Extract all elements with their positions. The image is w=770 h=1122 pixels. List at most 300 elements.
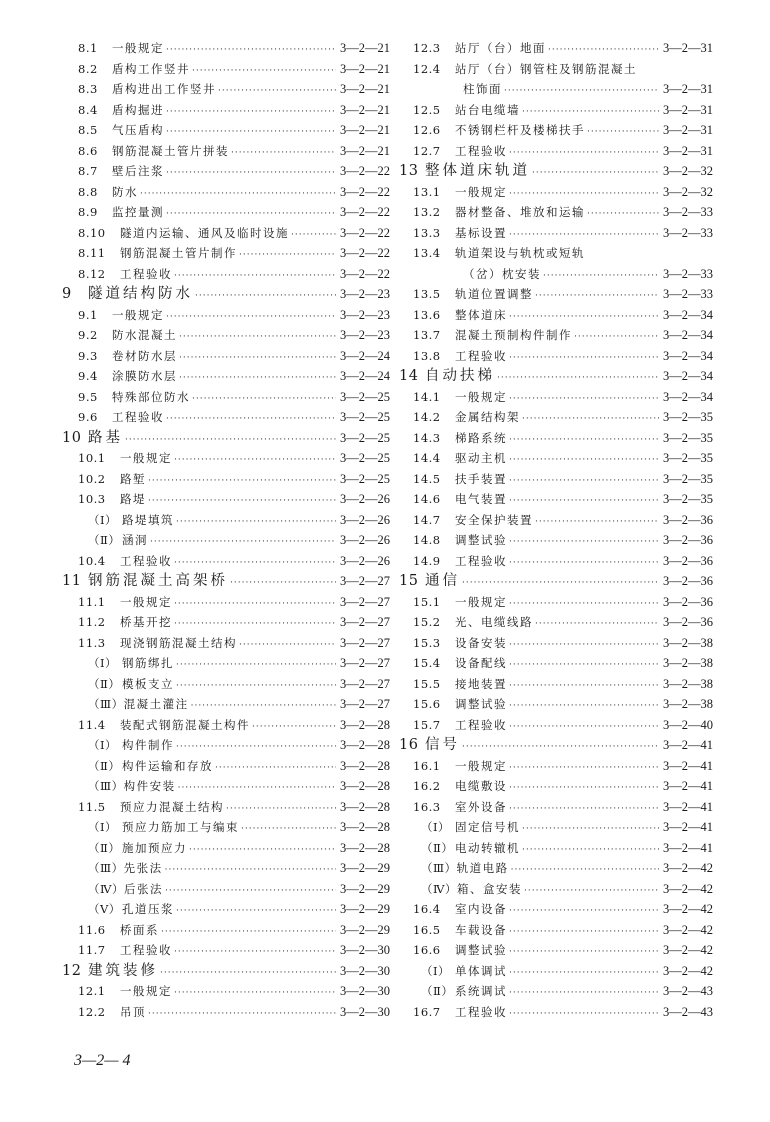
toc-entry-page: 3—2—22: [340, 164, 390, 178]
toc-entry-page: 3—2—42: [663, 881, 713, 896]
toc-entry-page: 3—2—36: [663, 574, 713, 588]
toc-entry-number: 10.3: [78, 492, 106, 506]
toc-entry-title: 一般规定: [455, 389, 507, 404]
dot-leader: [509, 922, 659, 943]
toc-entry[interactable]: [399, 858, 713, 879]
toc-entry-number: （Ⅴ）: [88, 902, 121, 916]
toc-entry-number: （Ⅳ）: [88, 881, 124, 896]
toc-entry-number: （Ⅰ）: [88, 512, 118, 527]
toc-entry[interactable]: [399, 817, 713, 838]
toc-entry-number: 16.5: [413, 922, 441, 937]
toc-entry-page: 3—2—21: [340, 61, 390, 76]
toc-entry[interactable]: [62, 735, 390, 756]
dot-leader: [535, 286, 659, 307]
dot-leader: [509, 635, 659, 656]
toc-entry-number: 11.2: [78, 615, 106, 629]
dot-leader: [462, 737, 659, 758]
toc-entry-title: 现浇钢筋混凝土结构: [120, 635, 237, 650]
toc-entry-number: 13.8: [413, 348, 441, 363]
dot-leader: [509, 225, 659, 246]
toc-entry[interactable]: [399, 981, 713, 1002]
toc-entry[interactable]: [62, 674, 390, 695]
toc-entry-title: 接地装置: [455, 676, 507, 691]
toc-entry-page: 3—2—35: [663, 492, 713, 506]
toc-entry-title: 防水混凝土: [112, 328, 177, 342]
toc-entry[interactable]: [399, 489, 713, 510]
toc-chapter-entry[interactable]: [62, 961, 390, 982]
toc-entry-title: 自动扶梯: [425, 368, 495, 384]
toc-entry-title: 路堤: [120, 492, 146, 506]
toc-entry-number: 16.2: [413, 779, 441, 793]
toc-entry-page: 3—2—41: [663, 738, 713, 752]
toc-entry[interactable]: [399, 838, 713, 859]
dot-leader: [543, 266, 659, 287]
toc-entry[interactable]: [399, 633, 713, 654]
dot-leader: [176, 737, 336, 758]
toc-entry-number: 15.5: [413, 676, 441, 691]
dot-leader: [509, 983, 659, 1004]
toc-entry[interactable]: [62, 346, 390, 367]
toc-entry-page: 3—2—30: [340, 943, 390, 957]
toc-entry-number: 11: [62, 573, 82, 589]
toc-entry[interactable]: [62, 448, 390, 469]
toc-entry-title: 系统调试: [455, 984, 507, 998]
dot-leader: [176, 655, 336, 676]
toc-entry[interactable]: [62, 489, 390, 510]
toc-entry[interactable]: [62, 161, 390, 182]
toc-entry-number: 10.1: [78, 451, 106, 465]
toc-entry[interactable]: [399, 879, 713, 900]
toc-entry-page: 3—2—36: [663, 512, 713, 527]
toc-entry[interactable]: [62, 694, 390, 715]
toc-entry-number: 8.6: [78, 143, 98, 158]
toc-entry[interactable]: [62, 899, 390, 920]
toc-entry[interactable]: [399, 940, 713, 961]
toc-entry-title: 施加预应力: [122, 840, 187, 855]
toc-entry[interactable]: [399, 120, 713, 141]
dot-leader: [218, 81, 336, 102]
toc-entry[interactable]: [399, 428, 713, 449]
dot-leader: [535, 512, 659, 533]
dot-leader: [179, 348, 336, 369]
toc-entry-page: 3—2—22: [340, 225, 390, 240]
dot-leader: [509, 778, 659, 799]
toc-entry[interactable]: [62, 79, 390, 100]
toc-entry-number: 14: [399, 368, 419, 384]
toc-entry-number: （Ⅱ）: [88, 676, 121, 691]
toc-entry[interactable]: [62, 387, 390, 408]
toc-entry-page: 3—2—22: [340, 266, 390, 281]
dot-leader: [231, 143, 336, 164]
toc-entry-page: 3—2—22: [340, 205, 390, 219]
toc-entry[interactable]: [62, 530, 390, 551]
toc-entry-title: 混凝土预制构件制作: [455, 328, 572, 342]
dot-leader: [509, 963, 659, 984]
toc-entry[interactable]: [399, 38, 713, 59]
toc-entry[interactable]: [399, 202, 713, 223]
toc-entry[interactable]: [62, 858, 390, 879]
toc-entry-page: 3—2—42: [663, 861, 713, 875]
toc-entry[interactable]: [62, 120, 390, 141]
toc-chapter-entry[interactable]: [62, 571, 390, 592]
toc-entry-page: 3—2—28: [340, 717, 390, 732]
toc-entry[interactable]: [62, 202, 390, 223]
toc-entry-number: 10.4: [78, 553, 106, 568]
toc-entry[interactable]: [399, 694, 713, 715]
toc-entry-title: 构件运输和存放: [122, 758, 213, 773]
toc-entry-number: 11.4: [78, 717, 106, 732]
toc-entry[interactable]: [62, 879, 390, 900]
toc-entry[interactable]: [399, 797, 713, 818]
dot-leader: [195, 286, 336, 307]
toc-entry-page: 3—2—34: [663, 369, 713, 383]
toc-entry-page: 3—2—30: [340, 963, 390, 978]
toc-entry-number: （Ⅱ）: [421, 984, 454, 998]
toc-entry-number: （Ⅱ）: [88, 840, 121, 855]
toc-entry-number: 11.6: [78, 922, 106, 937]
toc-entry-number: （Ⅱ）: [421, 840, 454, 855]
dot-leader: [166, 40, 336, 61]
toc-entry[interactable]: [399, 961, 713, 982]
toc-entry-page: 3—2—35: [663, 430, 713, 445]
dot-leader: [548, 40, 659, 61]
toc-entry-number: 14.6: [413, 492, 441, 506]
toc-entry[interactable]: [62, 776, 390, 797]
toc-entry-number: 8.4: [78, 102, 98, 117]
toc-entry[interactable]: [399, 674, 713, 695]
toc-entry-title: 后张法: [124, 881, 163, 896]
toc-entry[interactable]: [62, 1002, 390, 1023]
toc-entry-number: （Ⅰ）: [421, 963, 451, 978]
toc-entry-page: 3—2—40: [663, 717, 713, 732]
dot-leader: [509, 143, 659, 164]
toc-entry-number: 9.4: [78, 369, 98, 383]
toc-entry-title: 特殊部位防水: [112, 389, 190, 404]
dot-leader: [535, 614, 659, 635]
dot-leader: [174, 450, 336, 471]
toc-entry[interactable]: [399, 223, 713, 244]
toc-entry-page: 3—2—31: [663, 82, 713, 96]
toc-entry[interactable]: [62, 59, 390, 80]
toc-entry[interactable]: [62, 510, 390, 531]
toc-entry-page: 3—2—21: [340, 41, 390, 55]
toc-entry-number: （Ⅲ）: [88, 697, 124, 711]
toc-entry-title: 先张法: [123, 861, 163, 875]
toc-entry[interactable]: [62, 366, 390, 387]
dot-leader: [226, 799, 336, 820]
toc-entry-page: 3—2—22: [340, 246, 390, 260]
toc-entry-number: 8.5: [78, 123, 98, 137]
toc-chapter-entry[interactable]: [399, 571, 713, 592]
toc-entry[interactable]: [399, 346, 713, 367]
dot-leader: [522, 819, 659, 840]
dot-leader: [176, 512, 336, 533]
toc-entry-title: 隧道结构防水: [88, 286, 193, 302]
toc-entry-number: 14.2: [413, 410, 441, 424]
dot-leader: [511, 860, 659, 881]
toc-entry-number: 12.4: [413, 61, 441, 76]
toc-entry-title: （岔）枕安装: [463, 266, 541, 281]
toc-entry-page: 3—2—28: [340, 840, 390, 855]
toc-entry-page: 3—2—28: [340, 799, 390, 814]
toc-entry-number: 15.6: [413, 697, 441, 711]
toc-entry-title: 预应力筋加工与编束: [122, 820, 239, 834]
toc-entry-page: 3—2—43: [663, 1004, 713, 1019]
toc-entry-page: 3—2—23: [340, 287, 390, 301]
toc-entry-number: 16.1: [413, 758, 441, 773]
toc-entry[interactable]: [62, 920, 390, 941]
toc-entry-title: 构件制作: [122, 738, 174, 752]
toc-entry-page: 3—2—26: [340, 533, 390, 547]
toc-entry[interactable]: [399, 756, 713, 777]
toc-entry-number: 14.4: [413, 451, 441, 465]
toc-entry-title: 构件安装: [123, 779, 176, 793]
dot-leader: [178, 778, 336, 799]
toc-chapter-entry[interactable]: [399, 366, 713, 387]
toc-entry-page: 3—2—41: [663, 840, 713, 855]
toc-entry[interactable]: [399, 920, 713, 941]
toc-entry-number: （Ⅱ）: [88, 533, 121, 547]
toc-entry-title: 轨道位置调整: [455, 287, 533, 301]
toc-entry-page: 3—2—38: [663, 656, 713, 670]
toc-entry-number: 14.7: [413, 512, 441, 527]
dot-leader: [509, 348, 659, 369]
toc-entry-page: 3—2—21: [340, 123, 390, 137]
toc-entry-title: 一般规定: [455, 758, 507, 773]
toc-entry-number: 9.2: [78, 328, 98, 342]
toc-entry[interactable]: [399, 592, 713, 613]
toc-entry[interactable]: [399, 448, 713, 469]
dot-leader: [509, 676, 659, 697]
toc-entry-number: （Ⅲ）: [88, 779, 124, 793]
toc-chapter-entry[interactable]: [62, 428, 390, 449]
toc-entry-page: 3—2—25: [340, 430, 390, 445]
toc-entry[interactable]: [399, 387, 713, 408]
toc-entry-number: 8.7: [78, 164, 98, 178]
toc-entry[interactable]: [62, 469, 390, 490]
toc-entry[interactable]: [399, 284, 713, 305]
toc-entry[interactable]: [399, 530, 713, 551]
toc-entry-number: 13.2: [413, 205, 441, 219]
toc-entry-title: 室外设备: [455, 799, 507, 814]
toc-entry-page: 3—2—26: [340, 492, 390, 506]
toc-entry[interactable]: [399, 141, 713, 162]
toc-entry[interactable]: [62, 223, 390, 244]
dot-leader: [148, 491, 336, 512]
dot-leader: [509, 942, 659, 963]
toc-entry-number: 15: [399, 573, 419, 589]
dot-leader: [509, 553, 659, 574]
toc-entry[interactable]: [62, 305, 390, 326]
toc-entry-number: （Ⅰ）: [88, 820, 118, 834]
toc-entry-title: 卷材防水层: [112, 348, 177, 363]
toc-entry[interactable]: [399, 264, 713, 285]
toc-entry-page: 3—2—27: [340, 697, 390, 711]
toc-entry-title: 吊顶: [120, 1004, 146, 1019]
toc-entry-page: 3—2—25: [340, 451, 390, 465]
toc-entry[interactable]: [399, 899, 713, 920]
toc-entry-number: 16.4: [413, 902, 441, 916]
dot-leader: [509, 594, 659, 615]
toc-entry-number: 9.6: [78, 410, 98, 424]
toc-entry-title: 柱饰面: [463, 82, 502, 96]
toc-entry[interactable]: [62, 797, 390, 818]
toc-chapter-entry[interactable]: [399, 161, 713, 182]
dot-leader: [509, 655, 659, 676]
toc-entry-page: 3—2—38: [663, 676, 713, 691]
toc-entry-title: 通信: [425, 573, 460, 589]
toc-entry[interactable]: [62, 612, 390, 633]
toc-entry[interactable]: [399, 305, 713, 326]
toc-entry-number: 13.1: [413, 184, 441, 199]
toc-entry-title: 梯路系统: [455, 430, 507, 445]
toc-entry-page: 3—2—25: [340, 410, 390, 424]
toc-entry[interactable]: [62, 182, 390, 203]
toc-entry[interactable]: [399, 325, 713, 346]
toc-entry-number: 12.2: [78, 1004, 106, 1019]
toc-entry[interactable]: [399, 510, 713, 531]
dot-leader: [179, 327, 336, 348]
toc-entry[interactable]: [62, 838, 390, 859]
toc-entry-page: 3—2—28: [340, 758, 390, 773]
toc-chapter-entry[interactable]: [399, 735, 713, 756]
toc-entry-number: 16.6: [413, 943, 441, 957]
toc-entry-number: （Ⅰ）: [88, 738, 118, 752]
dot-leader: [165, 881, 336, 902]
toc-entry-title: 孔道压浆: [122, 902, 174, 916]
toc-entry-number: 15.1: [413, 594, 441, 609]
toc-entry[interactable]: [399, 182, 713, 203]
toc-entry[interactable]: [62, 325, 390, 346]
toc-entry[interactable]: [62, 592, 390, 613]
dot-leader: [166, 163, 336, 184]
toc-entry-number: （Ⅰ）: [88, 656, 118, 670]
toc-entry-title: 器材整备、堆放和运输: [455, 205, 585, 219]
dot-leader: [166, 102, 336, 123]
toc-entry[interactable]: [399, 715, 713, 736]
toc-entry[interactable]: [62, 407, 390, 428]
toc-entry[interactable]: [62, 38, 390, 59]
toc-entry-page: 3—2—33: [663, 225, 713, 240]
toc-entry[interactable]: [62, 633, 390, 654]
toc-entry[interactable]: [399, 612, 713, 633]
toc-entry-title: 基标设置: [455, 225, 507, 240]
toc-entry-number: 13.4: [413, 246, 441, 260]
toc-chapter-entry[interactable]: [62, 284, 390, 305]
toc-entry-number: 12: [62, 962, 82, 979]
toc-entry[interactable]: [399, 100, 713, 121]
toc-entry-number: 11.3: [78, 635, 106, 650]
dot-leader: [509, 717, 659, 738]
toc-entry[interactable]: [399, 1002, 713, 1023]
dot-leader: [125, 430, 336, 451]
toc-entry[interactable]: [399, 243, 713, 264]
toc-entry[interactable]: [62, 141, 390, 162]
dot-leader: [509, 184, 659, 205]
toc-entry-number: 12.3: [413, 41, 441, 55]
toc-entry-title: 固定信号机: [455, 820, 520, 834]
toc-entry[interactable]: [62, 551, 390, 572]
dot-leader: [150, 532, 336, 553]
toc-entry[interactable]: [62, 653, 390, 674]
dot-leader: [165, 860, 336, 881]
toc-entry-page: 3—2—42: [663, 943, 713, 957]
toc-entry[interactable]: [62, 264, 390, 285]
dot-leader: [509, 696, 659, 717]
toc-entry-title: 气压盾构: [112, 123, 164, 137]
toc-right-column: [399, 38, 713, 1022]
dot-leader: [160, 963, 336, 984]
toc-entry-title: 工程验收: [455, 348, 507, 363]
dot-leader: [140, 184, 336, 205]
dot-leader: [509, 471, 659, 492]
toc-entry-title: 一般规定: [120, 984, 172, 998]
toc-entry-number: 11.7: [78, 943, 106, 957]
dot-leader: [524, 881, 659, 902]
toc-entry[interactable]: [62, 940, 390, 961]
dot-leader: [509, 389, 659, 410]
toc-entry-page: 3—2—27: [340, 656, 390, 670]
toc-entry[interactable]: [62, 981, 390, 1002]
toc-entry-title: 装配式钢筋混凝土构件: [120, 717, 250, 732]
toc-entry[interactable]: [399, 776, 713, 797]
dot-leader: [509, 532, 659, 553]
dot-leader: [509, 1004, 659, 1025]
toc-entry-title: 轨道架设与轨枕或短轨: [455, 246, 585, 260]
toc-entry[interactable]: [62, 817, 390, 838]
toc-entry-title: 工程验收: [112, 410, 164, 424]
dot-leader: [230, 573, 336, 594]
toc-entry[interactable]: [62, 756, 390, 777]
toc-entry[interactable]: [62, 100, 390, 121]
toc-entry-page: 3—2—28: [340, 820, 390, 834]
toc-entry-title: 电气装置: [455, 492, 507, 506]
toc-entry[interactable]: [62, 243, 390, 264]
dot-leader: [497, 368, 659, 389]
toc-entry-title: 桥基开挖: [120, 615, 172, 629]
toc-entry[interactable]: [399, 59, 713, 80]
toc-entry-page: 3—2—33: [663, 287, 713, 301]
dot-leader: [191, 696, 336, 717]
dot-leader: [179, 368, 336, 389]
dot-leader: [148, 1004, 336, 1025]
toc-entry-title: 一般规定: [455, 594, 507, 609]
toc-entry[interactable]: [399, 469, 713, 490]
toc-entry-page: 3—2—26: [340, 553, 390, 568]
dot-leader: [587, 122, 659, 143]
toc-entry-number: 11.1: [78, 594, 106, 609]
toc-entry[interactable]: [399, 407, 713, 428]
toc-entry-title: 工程验收: [455, 553, 507, 568]
dot-leader: [174, 266, 336, 287]
toc-entry[interactable]: [399, 653, 713, 674]
toc-entry-number: 12.7: [413, 143, 441, 158]
toc-entry-number: 8.3: [78, 82, 98, 96]
toc-entry-page: 3—2—34: [663, 348, 713, 363]
toc-entry-title: 一般规定: [120, 594, 172, 609]
toc-entry-number: 12.5: [413, 102, 441, 117]
toc-entry-page: 3—2—35: [663, 410, 713, 424]
toc-entry[interactable]: [62, 715, 390, 736]
toc-entry-page: 3—2—41: [663, 758, 713, 773]
toc-entry[interactable]: [399, 551, 713, 572]
toc-entry-title: 整体道床: [455, 307, 507, 322]
toc-entry[interactable]: [399, 79, 713, 100]
toc-entry-page: 3—2—24: [340, 348, 390, 363]
toc-entry-title: 工程验收: [120, 266, 172, 281]
toc-entry-title: 室内设备: [455, 902, 507, 916]
toc-entry-number: 11.5: [78, 799, 106, 814]
